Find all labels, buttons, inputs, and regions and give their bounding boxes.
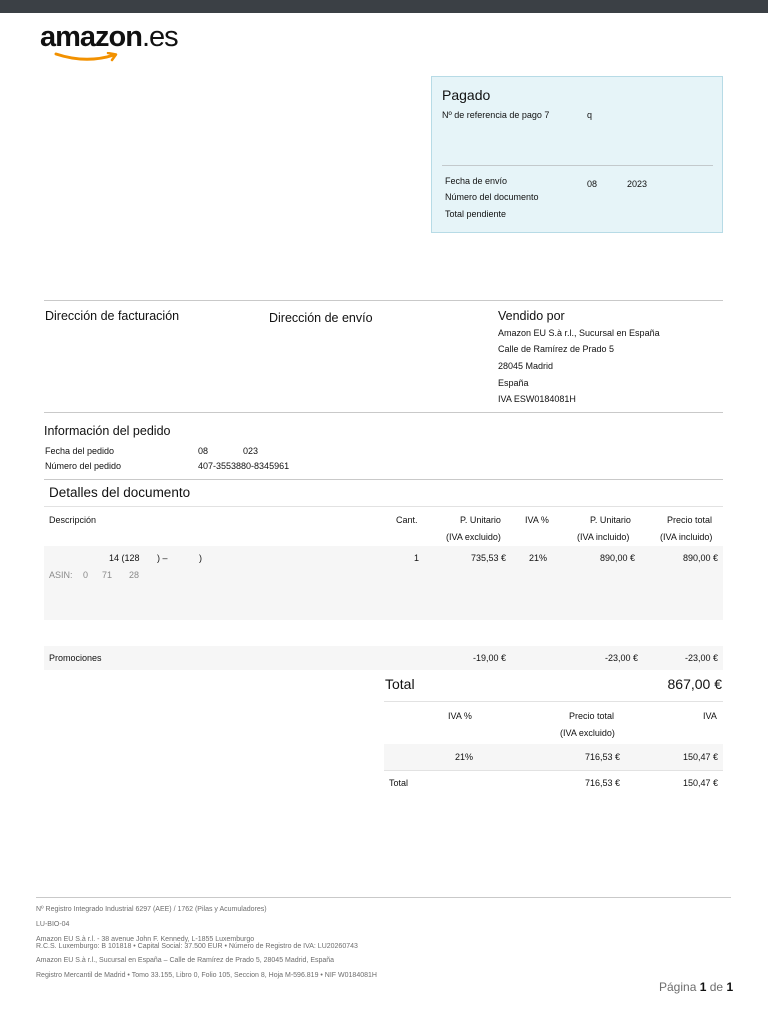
- col-header-qty: Cant.: [396, 515, 418, 525]
- outstanding-total-label: Total pendiente: [445, 209, 507, 219]
- order-number-value: 407-3553880-8345961: [198, 461, 290, 471]
- col-header-total-note: (IVA incluido): [660, 532, 713, 542]
- divider: [44, 506, 723, 507]
- promotions-unit-price-inc: -23,00 €: [604, 653, 638, 663]
- item-asin-label: ASIN:: [49, 570, 73, 580]
- vat-row-base: 716,53 €: [584, 752, 620, 762]
- col-header-description: Descripción: [49, 515, 97, 525]
- grand-total-value: 867,00 €: [667, 676, 722, 692]
- order-date-year: 023: [243, 446, 259, 456]
- footer-legal-line: Registro Mercantil de Madrid • Tomo 33.155, Libro 0, Folio 105, Seccion 8, Hoja M-596.819 • NIF W0184081H: [36, 972, 377, 979]
- seller-line: España: [498, 378, 529, 388]
- vat-total-vat: 150,47 €: [682, 778, 718, 788]
- footer-legal-line: R.C.S. Luxemburgo: B 101818 • Capital Social: 37.500 EUR • Número de Registro de IVA: LU20260743: [36, 943, 358, 950]
- col-header-unit-price-ex-note: (IVA excluido): [446, 532, 501, 542]
- divider: [442, 165, 713, 166]
- promotions-total: -23,00 €: [684, 653, 718, 663]
- item-asin-part: 71: [102, 570, 113, 580]
- seller-line: Calle de Ramírez de Prado 5: [498, 344, 615, 354]
- item-qty: 1: [414, 553, 420, 563]
- payment-ref-value: q: [587, 110, 593, 120]
- item-asin-part: 28: [129, 570, 140, 580]
- footer-legal-line: Amazon EU S.à r.l., Sucursal en España – Calle de Ramírez de Prado 5, 28045 Madrid, España: [36, 957, 335, 964]
- vat-row-vat: 150,47 €: [682, 752, 718, 762]
- divider: [384, 701, 723, 702]
- vat-col-header-base: Precio total: [569, 711, 615, 721]
- item-description-part: 14 (128: [109, 553, 140, 563]
- col-header-total: Precio total: [667, 515, 713, 525]
- vat-col-header-base-note: (IVA excluido): [560, 728, 615, 738]
- divider: [44, 300, 723, 301]
- logo-wordmark: [40, 20, 178, 54]
- footer-legal-line: LU-BIO-04: [36, 921, 70, 928]
- page-of: de: [709, 980, 724, 994]
- seller-line: 28045 Madrid: [498, 361, 554, 371]
- col-header-unit-price-inc: P. Unitario: [590, 515, 631, 525]
- page-total: 1: [726, 980, 734, 994]
- order-date-label: Fecha del pedido: [45, 446, 115, 456]
- divider: [44, 412, 723, 413]
- footer-divider: [36, 897, 731, 898]
- billing-address-title: Dirección de facturación: [45, 309, 180, 323]
- vat-col-header-vat: IVA: [703, 711, 717, 721]
- item-vat-pct: 21%: [529, 553, 548, 563]
- footer-legal-line: Amazon EU S.à r.l. - 38 avenue John F. Kennedy, L-1855 Luxemburgo: [36, 936, 255, 943]
- shipping-address-title: Dirección de envío: [269, 311, 373, 325]
- ship-date-label: Fecha de envío: [445, 176, 508, 186]
- smile-arrow-icon: [54, 52, 124, 62]
- payment-status-box: [431, 76, 723, 233]
- col-header-vat-pct: IVA %: [525, 515, 549, 525]
- col-header-unit-price-inc-note: (IVA incluido): [577, 532, 630, 542]
- logo-main: amazon: [40, 21, 142, 53]
- footer-legal-line: Nº Registro Integrado Industrial 6297 (AEE) / 1762 (Pilas y Acumuladores): [36, 906, 267, 913]
- item-description-part: ) –: [157, 553, 168, 563]
- order-date-day: 08: [198, 446, 209, 456]
- item-total: 890,00 €: [682, 553, 718, 563]
- item-asin-part: 0: [83, 570, 89, 580]
- seller-line: IVA ESW0184081H: [498, 394, 576, 404]
- divider: [384, 770, 723, 771]
- item-unit-price-ex: 735,53 €: [470, 553, 506, 563]
- ship-date-year: 2023: [627, 179, 648, 189]
- document-number-label: Número del documento: [445, 192, 539, 202]
- seller-line: Amazon EU S.à r.l., Sucursal en España: [498, 328, 660, 338]
- grand-total-label: Total: [385, 676, 415, 692]
- col-header-unit-price-ex: P. Unitario: [460, 515, 501, 525]
- payment-ref-label: Nº de referencia de pago 7: [442, 110, 550, 120]
- page-indicator: [659, 980, 733, 994]
- amazon-logo: [40, 20, 190, 62]
- seller-title: Vendido por: [498, 309, 565, 323]
- top-bar: [0, 0, 768, 13]
- payment-status: Pagado: [442, 87, 491, 103]
- item-description-part: ): [199, 553, 202, 563]
- vat-col-header-pct: IVA %: [448, 711, 472, 721]
- vat-total-base: 716,53 €: [584, 778, 620, 788]
- page-current: 1: [699, 980, 707, 994]
- ship-date-day: 08: [587, 179, 598, 189]
- order-info-title: Información del pedido: [44, 424, 171, 438]
- page-label: Página: [659, 980, 697, 994]
- promotions-unit-price-ex: -19,00 €: [472, 653, 506, 663]
- order-number-label: Número del pedido: [45, 461, 122, 471]
- promotions-label: Promociones: [49, 653, 102, 663]
- item-unit-price-inc: 890,00 €: [599, 553, 635, 563]
- vat-total-label: Total: [389, 778, 409, 788]
- logo-tld: .es: [141, 21, 178, 53]
- vat-row-pct: 21%: [455, 752, 474, 762]
- document-details-title: Detalles del documento: [49, 485, 191, 500]
- divider: [44, 479, 723, 480]
